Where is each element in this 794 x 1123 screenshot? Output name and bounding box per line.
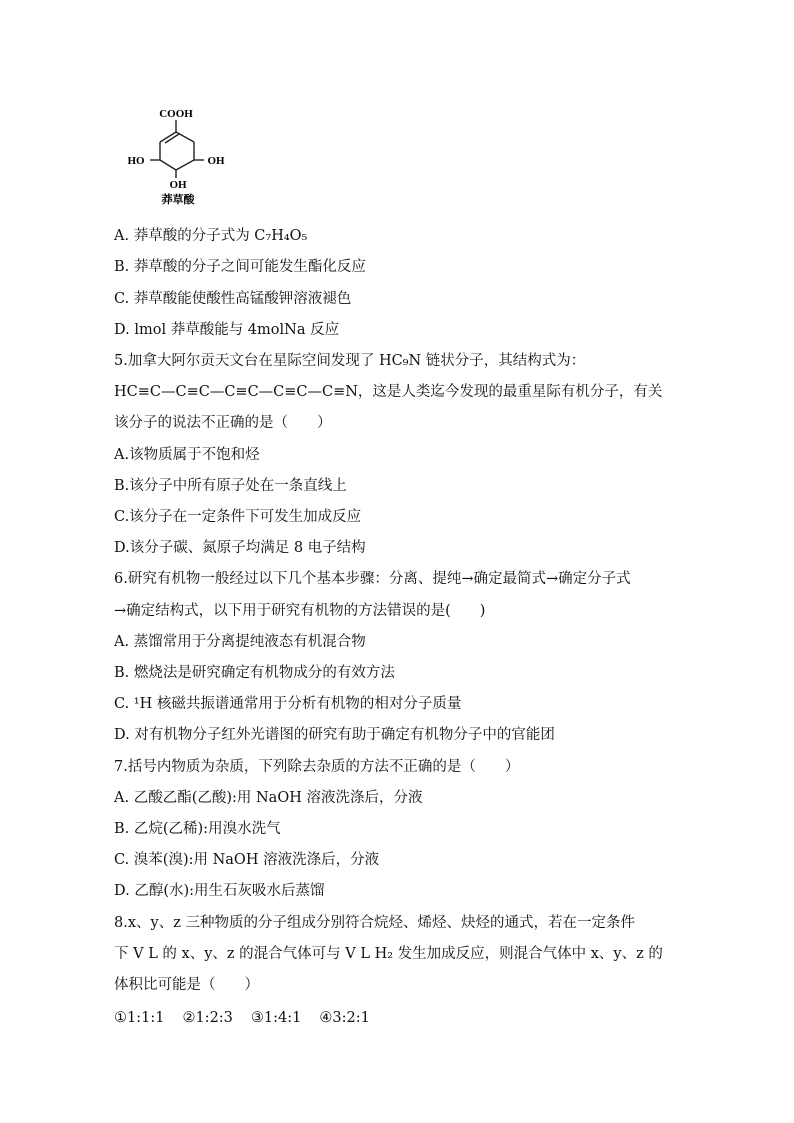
shikimic-acid-structure <box>118 104 230 216</box>
q4-option-d: D. lmol 莽草酸能与 4molNa 反应 <box>114 322 340 338</box>
q6-stem-line-1: 6.研究有机物一般经过以下几个基本步骤：分离、提纯→确定最简式→确定分子式 <box>114 571 631 587</box>
q6-option-d: D. 对有机物分子红外光谱图的研究有助于确定有机物分子中的官能团 <box>114 727 555 743</box>
q7-stem: 7.括号内物质为杂质，下列除去杂质的方法不正确的是（ ） <box>114 759 520 775</box>
q4-option-c: C. 莽草酸能使酸性高锰酸钾溶液褪色 <box>114 291 352 307</box>
q8-stem-line-2: 下 V L 的 x、y、z 的混合气体可与 V L H₂ 发生加成反应，则混合气体中 x、y、z 的 <box>114 946 663 962</box>
q8-options <box>114 1008 370 1028</box>
q6-option-b: B. 燃烧法是研究确定有机物成分的有效方法 <box>114 665 395 681</box>
q5-option-c: C.该分子在一定条件下可发生加成反应 <box>114 509 362 525</box>
q7-option-c: C. 溴苯(溴):用 NaOH 溶液洗涤后，分液 <box>114 852 380 868</box>
q7-option-a: A. 乙酸乙酯(乙酸):用 NaOH 溶液洗涤后，分液 <box>114 790 423 806</box>
cooh-label: COOH <box>159 108 193 120</box>
q8-stem-line-3: 体积比可能是（ ） <box>114 977 259 993</box>
q5-option-a: A.该物质属于不饱和烃 <box>114 447 260 463</box>
q8-option-4: ④3:2:1 <box>319 1010 370 1026</box>
q8-stem-line-1: 8.x、y、z 三种物质的分子组成分别符合烷烃、烯烃、炔烃的通式，若在一定条件 <box>114 915 635 931</box>
q5-stem-line-3: 该分子的说法不正确的是（ ） <box>114 415 332 431</box>
q5-stem-line-1: 5.加拿大阿尔贡天文台在星际空间发现了 HC₉N 链状分子，其结构式为： <box>114 353 586 369</box>
oh-right-label: OH <box>207 155 225 167</box>
q8-option-3: ③1:4:1 <box>250 1010 302 1026</box>
q5-stem-line-2: HC≡C—C≡C—C≡C—C≡C—C≡N，这是人类迄今发现的最重星际有机分子，有关 <box>114 384 663 400</box>
q5-option-b: B.该分子中所有原子处在一条直线上 <box>114 478 347 494</box>
q7-option-d: D. 乙醇(水):用生石灰吸水后蒸馏 <box>114 883 325 899</box>
oh-bottom-label: OH <box>169 179 187 191</box>
q6-option-a: A. 蒸馏常用于分离提纯液态有机混合物 <box>114 634 366 650</box>
figure-caption: 莽草酸 <box>161 193 195 206</box>
q5-option-d: D.该分子碳、氮原子均满足 8 电子结构 <box>114 540 366 556</box>
q6-option-c: C. ¹H 核磁共振谱通常用于分析有机物的相对分子质量 <box>114 696 462 712</box>
ho-left-label: HO <box>127 155 145 167</box>
q8-option-1: ①1:1:1 <box>114 1010 165 1026</box>
q7-option-b: B. 乙烷(乙稀):用溴水洗气 <box>114 821 281 837</box>
q4-option-a: A. 莽草酸的分子式为 C₇H₄O₅ <box>114 228 308 244</box>
q6-stem-line-2: →确定结构式，以下用于研究有机物的方法错误的是( ) <box>114 603 486 619</box>
structure-diagram <box>118 104 230 216</box>
q8-option-2: ②1:2:3 <box>182 1010 233 1026</box>
q4-option-b: B. 莽草酸的分子之间可能发生酯化反应 <box>114 259 366 275</box>
